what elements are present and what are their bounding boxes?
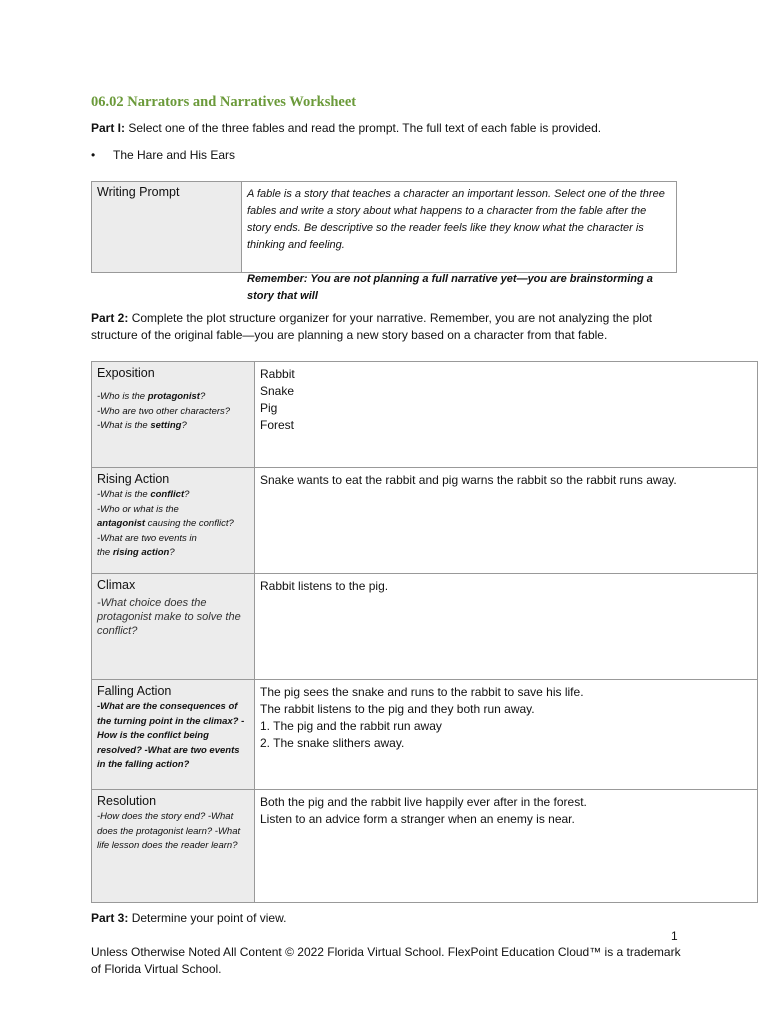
rising-action-question-1: -What is the conflict? bbox=[97, 489, 190, 500]
part1-label: Part I: bbox=[91, 121, 126, 135]
exposition-question-2: -Who are two other characters? bbox=[97, 405, 231, 417]
resolution-heading: Resolution bbox=[97, 794, 157, 808]
fable-bullet bbox=[91, 148, 235, 162]
part3-label: Part 3: bbox=[91, 911, 129, 925]
page-title: 06.02 Narrators and Narratives Worksheet bbox=[91, 94, 357, 110]
part2-label: Part 2: bbox=[91, 311, 129, 325]
exposition-label-cell bbox=[92, 362, 255, 468]
part3-instructions bbox=[91, 910, 286, 927]
rising-action-question-4: -What are two events in bbox=[97, 532, 197, 544]
writing-prompt-text bbox=[242, 182, 676, 302]
resolution-question: -How does the story end? -What does the protagonist learn? -What life lesson does the reader learn? bbox=[97, 811, 241, 851]
rising-action-heading: Rising Action bbox=[97, 472, 170, 486]
part2-instructions bbox=[91, 310, 691, 344]
falling-action-row bbox=[92, 680, 758, 790]
exposition-heading: Exposition bbox=[97, 366, 155, 380]
rising-action-label-cell bbox=[92, 468, 255, 574]
resolution-row bbox=[92, 790, 758, 903]
fable-title: The Hare and His Ears bbox=[113, 148, 236, 162]
resolution-answer-line: Both the pig and the rabbit live happily ever after in the forest. bbox=[260, 795, 587, 809]
part1-text: Select one of the three fables and read the prompt. The full text of each fable is provided. bbox=[125, 121, 602, 135]
rising-action-answer: Snake wants to eat the rabbit and pig warns the rabbit so the rabbit runs away. bbox=[260, 473, 677, 487]
falling-action-answer-line: The pig sees the snake and runs to the rabbit to save his life. bbox=[260, 685, 584, 699]
falling-action-answer-line: 1. The pig and the rabbit run away bbox=[260, 719, 442, 733]
exposition-answer-line: Snake bbox=[260, 384, 295, 398]
writing-prompt-box bbox=[91, 181, 677, 302]
rising-action-answer-cell[interactable] bbox=[255, 468, 758, 574]
exposition-answer-line: Rabbit bbox=[260, 367, 295, 381]
part3-text: Determine your point of view. bbox=[128, 911, 287, 925]
resolution-label-cell bbox=[92, 790, 255, 903]
writing-prompt-cut-line: Remember: You are not planning a full narrative yet—you are brainstorming a story that will bbox=[247, 273, 653, 302]
page-number: 1 bbox=[671, 929, 678, 943]
rising-action-row bbox=[92, 468, 758, 574]
climax-row bbox=[92, 574, 758, 680]
rising-action-question-2: -Who or what is the bbox=[97, 503, 179, 515]
exposition-question-3: -What is the setting? bbox=[97, 420, 187, 431]
part2-text: Complete the plot structure organizer for your narrative. Remember, you are not analyzing the plot structure of the original fable—you are planning a new story based on a character from that fable. bbox=[91, 311, 652, 342]
part1-instructions bbox=[91, 120, 601, 137]
rising-action-question-3: antagonist causing the conflict? bbox=[97, 518, 234, 529]
exposition-answer-line: Forest bbox=[260, 418, 295, 432]
climax-heading: Climax bbox=[97, 578, 136, 592]
writing-prompt-label: Writing Prompt bbox=[92, 182, 242, 272]
bullet-dot: • bbox=[91, 148, 96, 162]
falling-action-question: -What are the consequences of the turning point in the climax? -How is the conflict being resolved? -What are two events in the falling action? bbox=[97, 701, 245, 770]
writing-prompt-body: A fable is a story that teaches a character an important lesson. Select one of the three fables and write a story about what happens to a character from the fable after the story ends. Be descriptive so the reader feels like they know what the character is thinking and feeling. bbox=[247, 188, 665, 251]
climax-label-cell bbox=[92, 574, 255, 680]
plot-structure-organizer bbox=[91, 361, 758, 903]
exposition-row bbox=[92, 362, 758, 468]
falling-action-answer-line: The rabbit listens to the pig and they both run away. bbox=[260, 702, 535, 716]
falling-action-heading: Falling Action bbox=[97, 684, 172, 698]
climax-answer: Rabbit listens to the pig. bbox=[260, 579, 389, 593]
exposition-answer-cell[interactable] bbox=[255, 362, 758, 468]
exposition-answer-line: Pig bbox=[260, 401, 278, 415]
resolution-answer-line: Listen to an advice form a stranger when an enemy is near. bbox=[260, 812, 575, 826]
rising-action-question-5: the rising action? bbox=[97, 547, 175, 558]
falling-action-answer-line: 2. The snake slithers away. bbox=[260, 736, 405, 750]
exposition-question-1: -Who is the protagonist? bbox=[97, 391, 206, 402]
falling-action-answer-cell[interactable] bbox=[255, 680, 758, 790]
copyright-footer: Unless Otherwise Noted All Content © 2022 Florida Virtual School. FlexPoint Education Cloud™ is a trademark of Florida Virtual School. bbox=[91, 945, 681, 976]
climax-question: -What choice does the protagonist make to solve the conflict? bbox=[97, 597, 241, 637]
falling-action-label-cell bbox=[92, 680, 255, 790]
resolution-answer-cell[interactable] bbox=[255, 790, 758, 903]
climax-answer-cell[interactable] bbox=[255, 574, 758, 680]
